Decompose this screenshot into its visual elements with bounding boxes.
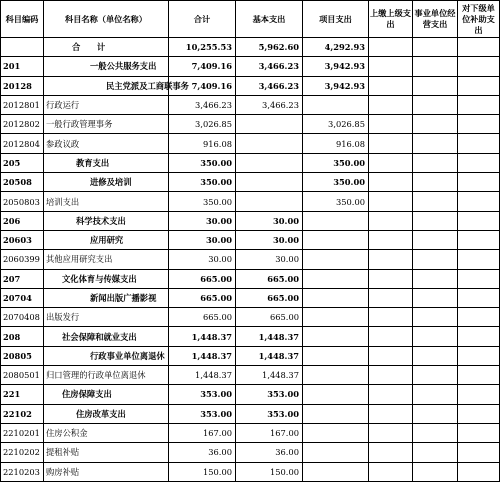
total-cell: 7,409.16 — [169, 57, 236, 76]
name-cell: 民主党派及工商联事务 — [44, 76, 169, 95]
business-cell — [413, 462, 458, 481]
upper-cell — [369, 57, 413, 76]
code-cell: 20704 — [1, 288, 44, 307]
business-cell — [413, 346, 458, 365]
total-cell: 350.00 — [169, 192, 236, 211]
basic-cell: 353.00 — [236, 404, 303, 423]
name-cell: 社会保障和就业支出 — [44, 327, 169, 346]
upper-cell — [369, 95, 413, 114]
lower-cell — [458, 134, 500, 153]
table-row — [1, 288, 500, 307]
lower-cell — [458, 95, 500, 114]
project-cell: 3,942.93 — [303, 76, 369, 95]
basic-cell: 36.00 — [236, 443, 303, 462]
basic-cell — [236, 153, 303, 172]
lower-cell — [458, 269, 500, 288]
business-cell — [413, 423, 458, 442]
upper-cell — [369, 192, 413, 211]
basic-cell: 1,448.37 — [236, 327, 303, 346]
total-cell: 353.00 — [169, 404, 236, 423]
lower-cell — [458, 250, 500, 269]
table-row — [1, 76, 500, 95]
project-cell — [303, 250, 369, 269]
project-cell — [303, 230, 369, 249]
total-cell: 3,466.23 — [169, 95, 236, 114]
header-name: 科目名称（单位名称） — [44, 1, 169, 38]
code-cell: 221 — [1, 385, 44, 404]
upper-cell — [369, 346, 413, 365]
name-cell: 培训支出 — [44, 192, 169, 211]
code-cell: 20508 — [1, 173, 44, 192]
table-row — [1, 346, 500, 365]
header-lower: 对下级单位补助支出 — [458, 1, 500, 38]
total-cell: 30.00 — [169, 230, 236, 249]
business-cell — [413, 38, 458, 57]
name-cell: 合 计 — [44, 38, 169, 57]
total-cell: 167.00 — [169, 423, 236, 442]
lower-cell — [458, 38, 500, 57]
table-row — [1, 462, 500, 481]
business-cell — [413, 404, 458, 423]
code-cell: 2050803 — [1, 192, 44, 211]
total-cell: 30.00 — [169, 211, 236, 230]
business-cell — [413, 230, 458, 249]
total-cell: 36.00 — [169, 443, 236, 462]
name-cell: 行政事业单位离退休 — [44, 346, 169, 365]
header-upper: 上缴上级支出 — [369, 1, 413, 38]
project-cell — [303, 269, 369, 288]
upper-cell — [369, 308, 413, 327]
table-row — [1, 230, 500, 249]
lower-cell — [458, 230, 500, 249]
lower-cell — [458, 308, 500, 327]
name-cell: 应用研究 — [44, 230, 169, 249]
business-cell — [413, 134, 458, 153]
table-row — [1, 173, 500, 192]
project-cell — [303, 346, 369, 365]
upper-cell — [369, 76, 413, 95]
code-cell: 208 — [1, 327, 44, 346]
code-cell: 207 — [1, 269, 44, 288]
lower-cell — [458, 115, 500, 134]
basic-cell: 150.00 — [236, 462, 303, 481]
business-cell — [413, 95, 458, 114]
name-cell: 进修及培训 — [44, 173, 169, 192]
upper-cell — [369, 462, 413, 481]
header-basic: 基本支出 — [236, 1, 303, 38]
code-cell: 22102 — [1, 404, 44, 423]
upper-cell — [369, 134, 413, 153]
project-cell — [303, 211, 369, 230]
project-cell — [303, 404, 369, 423]
code-cell: 20805 — [1, 346, 44, 365]
table-row — [1, 38, 500, 57]
basic-cell — [236, 173, 303, 192]
upper-cell — [369, 288, 413, 307]
table-row — [1, 404, 500, 423]
table-row — [1, 327, 500, 346]
table-row — [1, 250, 500, 269]
name-cell: 提租补贴 — [44, 443, 169, 462]
code-cell: 206 — [1, 211, 44, 230]
lower-cell — [458, 346, 500, 365]
project-cell: 3,026.85 — [303, 115, 369, 134]
table-row — [1, 308, 500, 327]
name-cell: 归口管理的行政单位离退休 — [44, 366, 169, 385]
code-cell: 205 — [1, 153, 44, 172]
lower-cell — [458, 366, 500, 385]
lower-cell — [458, 76, 500, 95]
lower-cell — [458, 462, 500, 481]
basic-cell: 30.00 — [236, 211, 303, 230]
code-cell: 2210202 — [1, 443, 44, 462]
upper-cell — [369, 250, 413, 269]
total-cell: 353.00 — [169, 385, 236, 404]
total-cell: 665.00 — [169, 308, 236, 327]
business-cell — [413, 269, 458, 288]
name-cell: 购房补贴 — [44, 462, 169, 481]
lower-cell — [458, 153, 500, 172]
project-cell — [303, 462, 369, 481]
total-cell: 916.08 — [169, 134, 236, 153]
basic-cell: 3,466.23 — [236, 57, 303, 76]
table-row — [1, 192, 500, 211]
project-cell: 350.00 — [303, 192, 369, 211]
basic-cell: 665.00 — [236, 288, 303, 307]
header-project: 项目支出 — [303, 1, 369, 38]
upper-cell — [369, 404, 413, 423]
total-cell: 150.00 — [169, 462, 236, 481]
table-row — [1, 134, 500, 153]
lower-cell — [458, 211, 500, 230]
code-cell: 201 — [1, 57, 44, 76]
name-cell: 行政运行 — [44, 95, 169, 114]
project-cell — [303, 385, 369, 404]
lower-cell — [458, 288, 500, 307]
table-row — [1, 269, 500, 288]
table-row — [1, 366, 500, 385]
table-row — [1, 443, 500, 462]
name-cell: 住房保障支出 — [44, 385, 169, 404]
header-total: 合计 — [169, 1, 236, 38]
table-row — [1, 423, 500, 442]
project-cell: 4,292.93 — [303, 38, 369, 57]
basic-cell: 3,466.23 — [236, 95, 303, 114]
code-cell: 2012802 — [1, 115, 44, 134]
project-cell — [303, 366, 369, 385]
basic-cell: 1,448.37 — [236, 346, 303, 365]
project-cell — [303, 443, 369, 462]
name-cell: 住房改革支出 — [44, 404, 169, 423]
lower-cell — [458, 385, 500, 404]
basic-cell: 665.00 — [236, 269, 303, 288]
name-cell: 一般公共服务支出 — [44, 57, 169, 76]
business-cell — [413, 308, 458, 327]
upper-cell — [369, 38, 413, 57]
name-cell: 一般行政管理事务 — [44, 115, 169, 134]
upper-cell — [369, 230, 413, 249]
basic-cell: 353.00 — [236, 385, 303, 404]
table-row — [1, 211, 500, 230]
upper-cell — [369, 385, 413, 404]
upper-cell — [369, 115, 413, 134]
business-cell — [413, 115, 458, 134]
business-cell — [413, 192, 458, 211]
name-cell: 出版发行 — [44, 308, 169, 327]
total-cell: 3,026.85 — [169, 115, 236, 134]
upper-cell — [369, 443, 413, 462]
business-cell — [413, 327, 458, 346]
business-cell — [413, 366, 458, 385]
lower-cell — [458, 57, 500, 76]
total-cell: 1,448.37 — [169, 327, 236, 346]
code-cell: 2210201 — [1, 423, 44, 442]
table-row — [1, 115, 500, 134]
table-row — [1, 95, 500, 114]
total-cell: 350.00 — [169, 153, 236, 172]
total-cell: 1,448.37 — [169, 346, 236, 365]
business-cell — [413, 153, 458, 172]
total-cell: 350.00 — [169, 173, 236, 192]
name-cell: 文化体育与传媒支出 — [44, 269, 169, 288]
total-cell: 1,448.37 — [169, 366, 236, 385]
business-cell — [413, 57, 458, 76]
code-cell: 2210203 — [1, 462, 44, 481]
code-cell: 2012801 — [1, 95, 44, 114]
lower-cell — [458, 404, 500, 423]
name-cell: 参政议政 — [44, 134, 169, 153]
total-cell: 30.00 — [169, 250, 236, 269]
lower-cell — [458, 423, 500, 442]
basic-cell: 665.00 — [236, 308, 303, 327]
lower-cell — [458, 443, 500, 462]
upper-cell — [369, 269, 413, 288]
project-cell — [303, 95, 369, 114]
business-cell — [413, 443, 458, 462]
project-cell — [303, 423, 369, 442]
project-cell: 350.00 — [303, 173, 369, 192]
name-cell: 其他应用研究支出 — [44, 250, 169, 269]
project-cell — [303, 308, 369, 327]
basic-cell — [236, 134, 303, 153]
lower-cell — [458, 173, 500, 192]
upper-cell — [369, 366, 413, 385]
business-cell — [413, 385, 458, 404]
project-cell: 350.00 — [303, 153, 369, 172]
header-row — [1, 1, 500, 38]
upper-cell — [369, 173, 413, 192]
basic-cell: 167.00 — [236, 423, 303, 442]
code-cell: 20128 — [1, 76, 44, 95]
business-cell — [413, 288, 458, 307]
project-cell — [303, 288, 369, 307]
table-row — [1, 57, 500, 76]
basic-cell: 30.00 — [236, 250, 303, 269]
basic-cell: 5,962.60 — [236, 38, 303, 57]
lower-cell — [458, 192, 500, 211]
code-cell: 20603 — [1, 230, 44, 249]
upper-cell — [369, 211, 413, 230]
business-cell — [413, 250, 458, 269]
business-cell — [413, 211, 458, 230]
upper-cell — [369, 153, 413, 172]
basic-cell — [236, 115, 303, 134]
total-cell: 665.00 — [169, 269, 236, 288]
code-cell: 2070408 — [1, 308, 44, 327]
table-row — [1, 153, 500, 172]
basic-cell: 1,448.37 — [236, 366, 303, 385]
basic-cell — [236, 192, 303, 211]
basic-cell: 30.00 — [236, 230, 303, 249]
table-row — [1, 385, 500, 404]
total-cell: 10,255.53 — [169, 38, 236, 57]
name-cell: 新闻出版广播影视 — [44, 288, 169, 307]
name-cell: 教育支出 — [44, 153, 169, 172]
upper-cell — [369, 327, 413, 346]
business-cell — [413, 76, 458, 95]
project-cell: 916.08 — [303, 134, 369, 153]
business-cell — [413, 173, 458, 192]
code-cell: 2012804 — [1, 134, 44, 153]
project-cell — [303, 327, 369, 346]
code-cell — [1, 38, 44, 57]
total-cell: 7,409.16 — [169, 76, 236, 95]
header-code: 科目编码 — [1, 1, 44, 38]
project-cell: 3,942.93 — [303, 57, 369, 76]
lower-cell — [458, 327, 500, 346]
header-business: 事业单位经营支出 — [413, 1, 458, 38]
upper-cell — [369, 423, 413, 442]
name-cell: 科学技术支出 — [44, 211, 169, 230]
code-cell: 2080501 — [1, 366, 44, 385]
name-cell: 住房公积金 — [44, 423, 169, 442]
code-cell: 2060399 — [1, 250, 44, 269]
total-cell: 665.00 — [169, 288, 236, 307]
basic-cell: 3,466.23 — [236, 76, 303, 95]
